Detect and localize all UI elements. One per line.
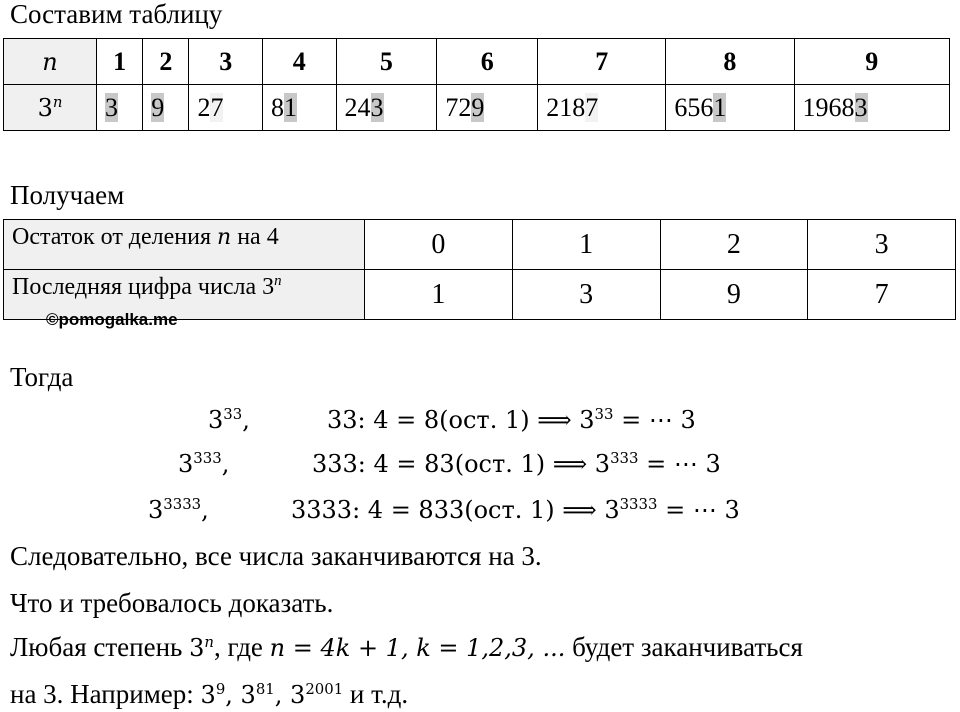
qed-text: Что и требовалось доказать. [10, 588, 334, 618]
digit-cell: 9 [660, 270, 808, 320]
heading-we-get: Получаем [10, 180, 125, 210]
heading-make-table: Составим таблицу [10, 0, 223, 29]
power-cell: 27 [189, 85, 263, 131]
formula-division: 3333: 4 = 833(ост. 1) ⟹ $3^{3333}$ = ⋯ 3 [291, 495, 740, 524]
col-header: 3 [189, 39, 263, 85]
watermark: ©pomogalka.me [46, 310, 178, 329]
power-cell: 6561 [666, 85, 794, 131]
col-header: 8 [666, 39, 794, 85]
digit-cell: 7 [808, 270, 956, 320]
row-label-last-digit: Последняя цифра числа 3$^n$ [4, 270, 365, 320]
row-label-remainder: Остаток от деления n на 4 [4, 220, 365, 270]
power-cell: 81 [262, 85, 336, 131]
remainder-cell: 1 [512, 220, 660, 270]
table-row [4, 39, 950, 85]
col-header: 9 [794, 39, 950, 85]
row-label-n: n [4, 39, 97, 85]
col-header: 4 [262, 39, 336, 85]
formula-division: 33: 4 = 8(ост. 1) ⟹ $3^{33}$ = ⋯ 3 [327, 405, 696, 434]
formula-division: 333: 4 = 83(ост. 1) ⟹ $3^{333}$ = ⋯ 3 [312, 449, 721, 478]
power-cell: 2187 [538, 85, 666, 131]
formula-line: $3^{333}$, [178, 449, 230, 478]
power-cell: 9 [143, 85, 189, 131]
digit-cell: 3 [512, 270, 660, 320]
heading-then: Тогда [10, 362, 74, 392]
remainder-cell: 3 [808, 220, 956, 270]
digit-cell: 1 [365, 270, 513, 320]
table-row [4, 220, 956, 270]
col-header: 1 [97, 39, 143, 85]
row-label-power: 3$^n$ [4, 85, 97, 131]
remainder-table [3, 219, 956, 320]
col-header: 2 [143, 39, 189, 85]
col-header: 7 [538, 39, 666, 85]
power-cell: 19683 [794, 85, 950, 131]
remainder-cell: 0 [365, 220, 513, 270]
final-example: на 3. Например: $3^9$, $3^{81}$, $3^{2001}$ и т.д. [10, 679, 409, 709]
power-cell: 729 [437, 85, 538, 131]
col-header: 6 [437, 39, 538, 85]
col-header: 5 [336, 39, 437, 85]
power-cell: 243 [336, 85, 437, 131]
power-cell: 3 [97, 85, 143, 131]
remainder-cell: 2 [660, 220, 808, 270]
conclusion-text: Следовательно, все числа заканчиваются на 3. [10, 541, 542, 571]
final-statement: Любая степень 3$^n$, где n = 4k + 1, k = 1,2,3, ... будет заканчиваться [10, 632, 803, 662]
formula-line: $3^{33}$, [208, 405, 250, 434]
formula-line: $3^{3333}$, [148, 495, 209, 524]
powers-table [3, 38, 950, 131]
table-row [4, 85, 950, 131]
